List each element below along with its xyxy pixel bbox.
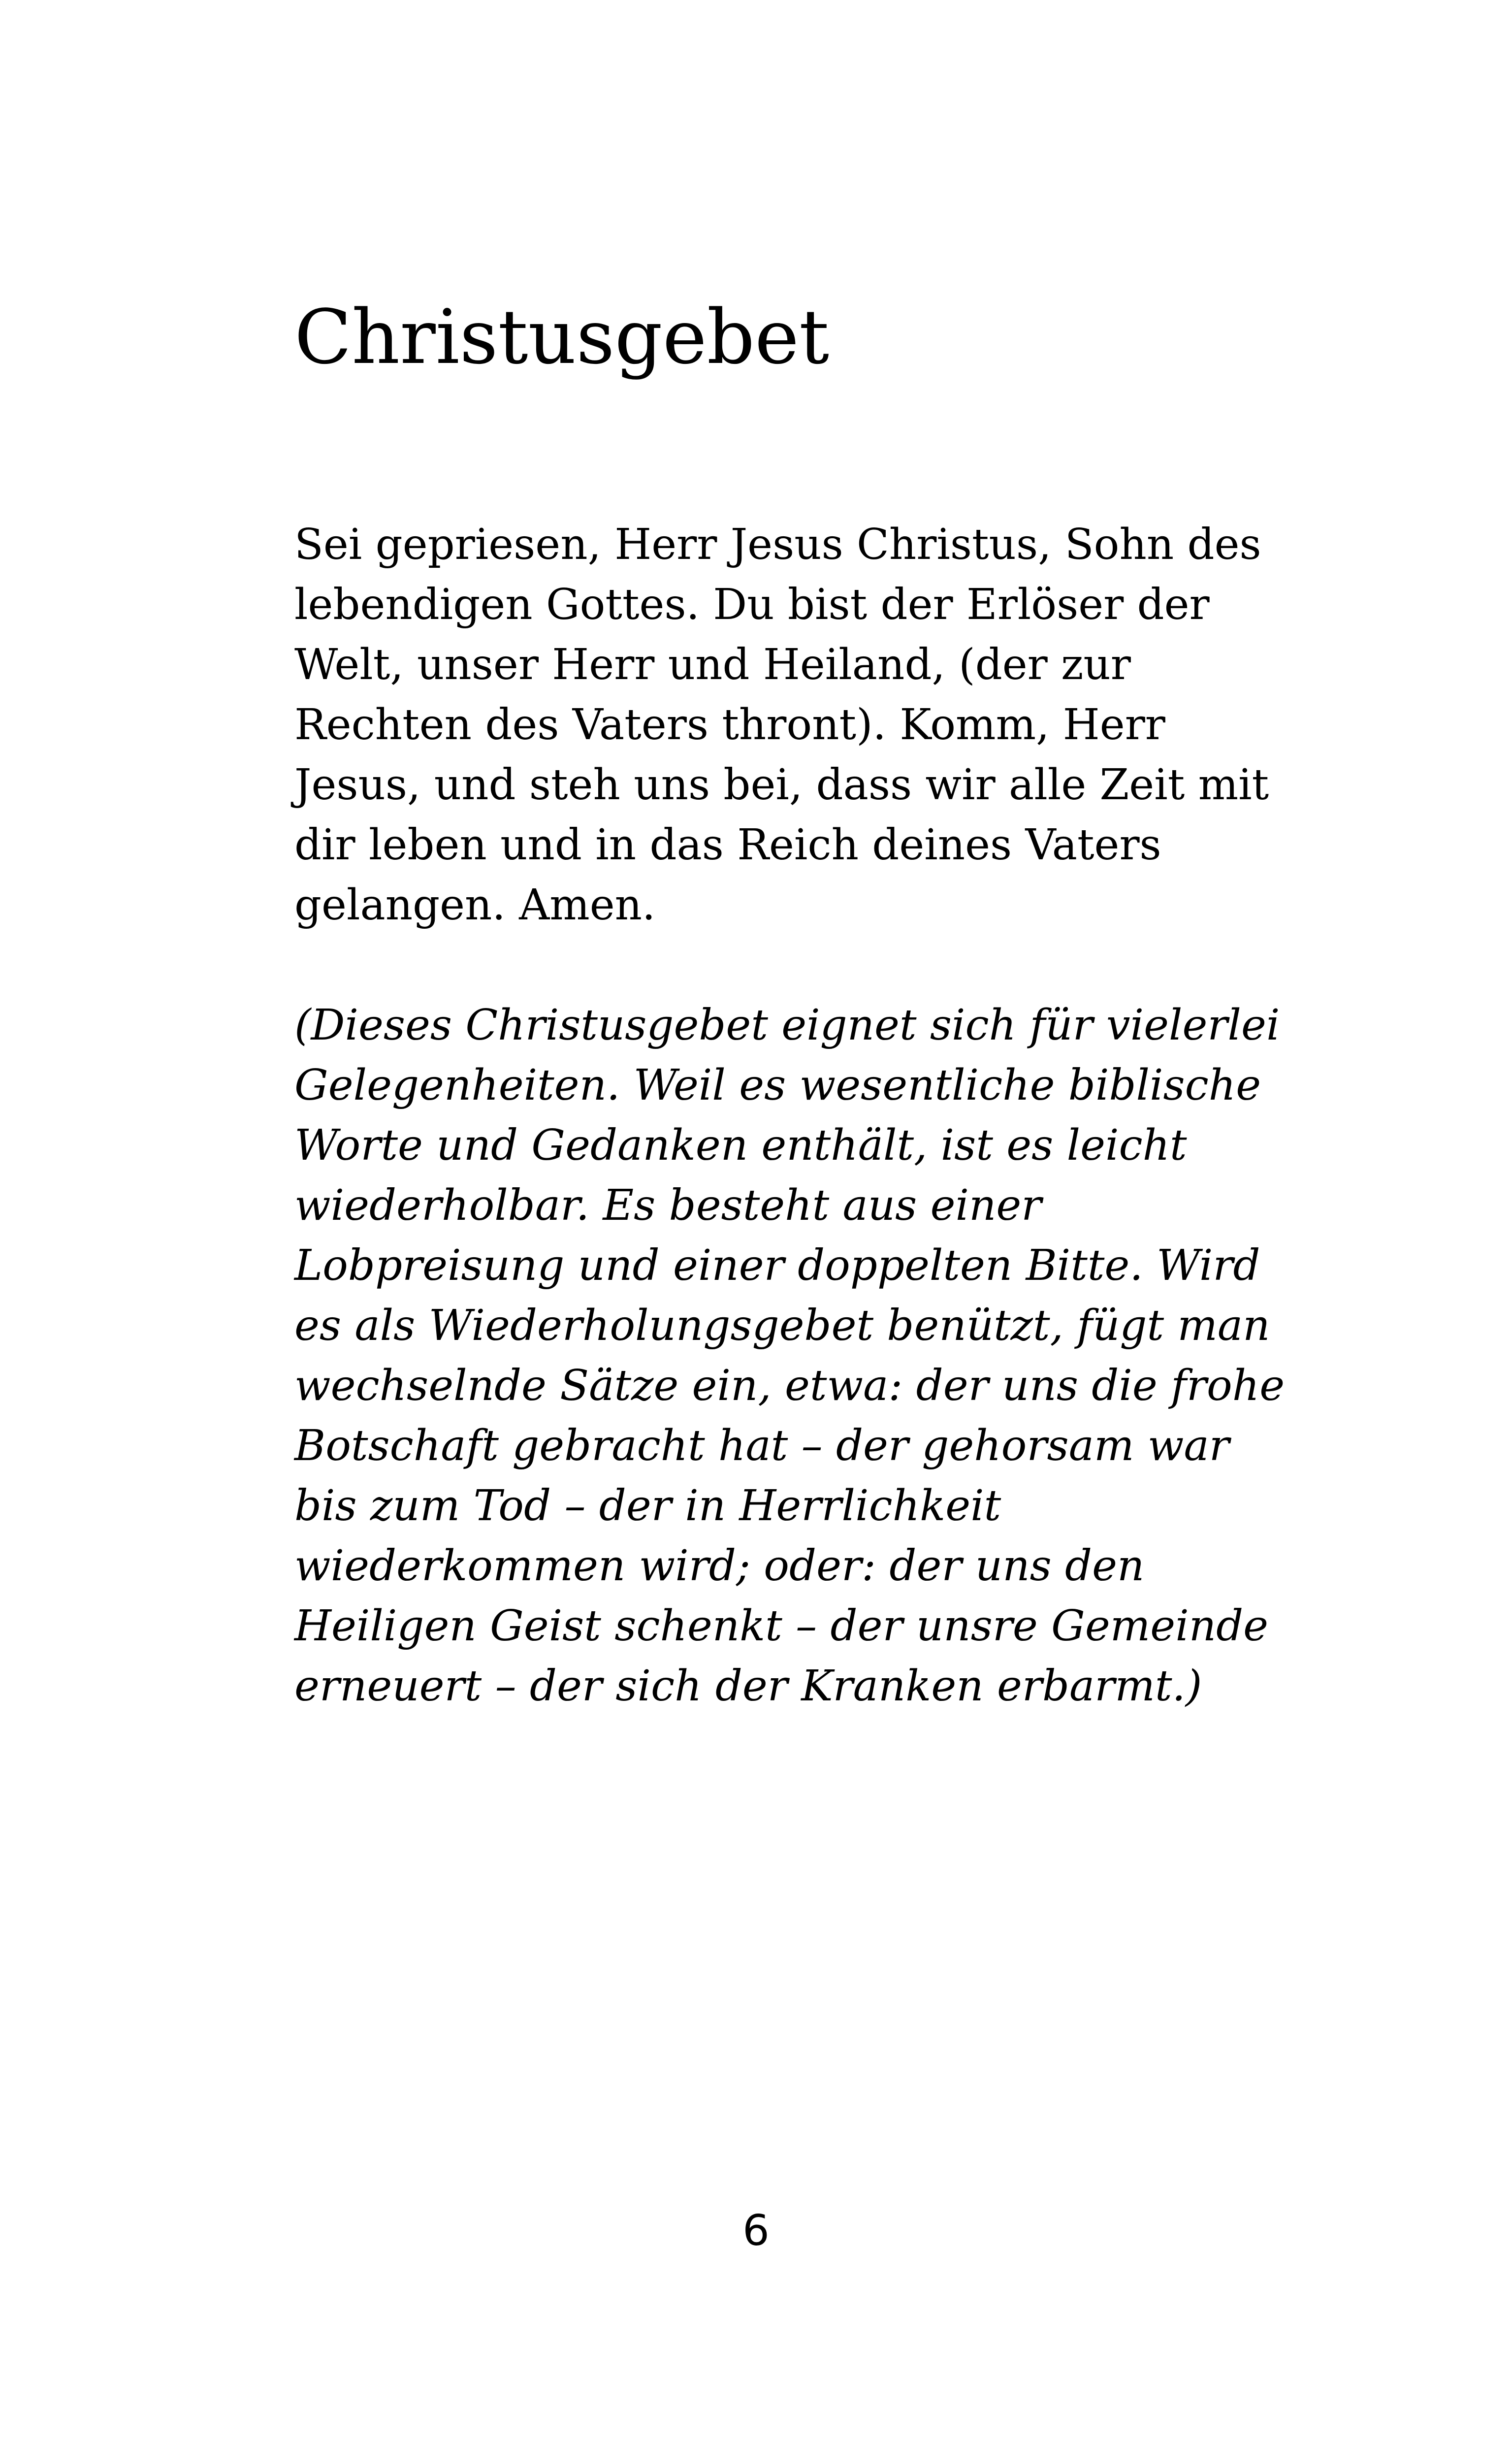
- prayer-line: dir leben und in das Reich deines Vaters: [294, 820, 1161, 870]
- note-line: Heiligen Geist schenkt – der unsre Gemeinde: [294, 1601, 1269, 1651]
- note-line: wiederholbar. Es besteht aus einer: [294, 1181, 1042, 1230]
- note-line: Worte und Gedanken enthält, ist es leicht: [294, 1121, 1187, 1170]
- note-line: Botschaft gebracht hat – der gehorsam war: [294, 1421, 1229, 1470]
- prayer-line: lebendigen Gottes. Du bist der Erlöser der: [294, 580, 1210, 629]
- prayer-text: [294, 515, 1289, 935]
- prayer-line: Sei gepriesen, Herr Jesus Christus, Sohn des: [294, 520, 1261, 569]
- note-line: (Dieses Christusgebet eignet sich für vielerlei: [294, 1001, 1280, 1050]
- note-line: Gelegenheiten. Weil es wesentliche biblische: [294, 1061, 1261, 1110]
- note-line: bis zum Tod – der in Herrlichkeit: [294, 1481, 1001, 1531]
- note-line: es als Wiederholungsgebet benützt, fügt man: [294, 1301, 1270, 1350]
- explanatory-note: [294, 995, 1289, 1716]
- note-line: wiederkommen wird; oder: der uns den: [294, 1541, 1145, 1591]
- prayer-line: Welt, unser Herr und Heiland, (der zur: [294, 640, 1131, 689]
- prayer-line: gelangen. Amen.: [294, 880, 656, 930]
- page-number: 6: [742, 2206, 770, 2255]
- page-content: [294, 276, 1289, 1716]
- note-line: Lobpreisung und einer doppelten Bitte. Wird: [294, 1241, 1260, 1290]
- prayer-line: Rechten des Vaters thront). Komm, Herr: [294, 700, 1165, 749]
- prayer-line: Jesus, und steh uns bei, dass wir alle Zeit mit: [294, 760, 1269, 810]
- note-line: erneuert – der sich der Kranken erbarmt.): [294, 1661, 1202, 1711]
- note-line: wechselnde Sätze ein, etwa: der uns die frohe: [294, 1361, 1285, 1410]
- page-title: Christusgebet: [294, 293, 830, 381]
